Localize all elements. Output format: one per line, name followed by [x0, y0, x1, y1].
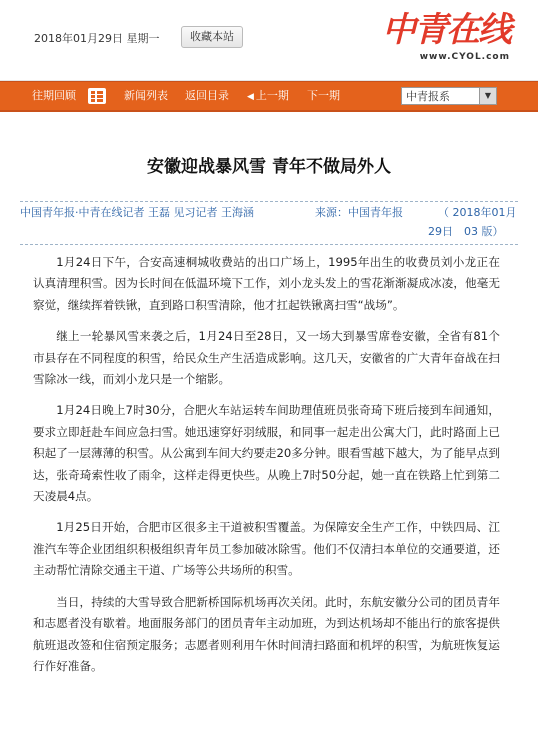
- logo-url: www.CYOL.com: [419, 52, 510, 62]
- logo-text: 中青在线: [382, 10, 510, 50]
- byline-authors: 中国青年报·中青在线记者 王磊 见习记者 王海涵: [20, 206, 254, 219]
- article-body: [33, 252, 500, 687]
- newspaper-select[interactable]: [401, 87, 497, 105]
- site-logo[interactable]: [382, 10, 510, 62]
- byline-date: （ 2018年01月: [438, 206, 517, 219]
- article-title: 安徽迎战暴风雪 青年不做局外人: [147, 157, 391, 177]
- article-byline: [20, 201, 518, 245]
- article-paragraph: 继上一轮暴风雪来袭之后，1月24日至28日，又一场大到暴雪席卷安徽，全省有81个市县存在不同程度的积雪，给民众生产生活造成影响。这几天，安徽省的广大青年奋战在扫雪除冰一线，而刘小龙只是一个缩影。: [33, 329, 500, 387]
- chevron-down-icon[interactable]: ▼: [479, 88, 496, 104]
- nav-previous-issue[interactable]: [247, 82, 289, 110]
- byline-source: 来源：中国青年报: [315, 206, 403, 219]
- nav-news-list[interactable]: 新闻列表: [124, 89, 168, 102]
- nav-next-issue[interactable]: 下一期: [307, 89, 340, 102]
- grid-icon[interactable]: [88, 88, 106, 104]
- weekday-text: 星期一: [126, 32, 160, 45]
- byline-page: 29日 03 版）: [428, 225, 504, 238]
- nav-past-issues[interactable]: 往期回顾: [32, 89, 76, 102]
- article-paragraph: 1月25日开始，合肥市区很多主干道被积雪覆盖。为保障安全生产工作，中铁四局、江淮汽车等企业团组织积极组织青年员工参加破冰除雪。他们不仅清扫本单位的交通要道，还主动帮忙清除交通主干道、广场等公共场所的积雪。: [33, 520, 500, 578]
- article-paragraph: 1月24日晚上7时30分，合肥火车站运转车间助理值班员张奇琦下班后接到车间通知，要求立即赶赴车间应急扫雪。她迅速穿好羽绒服，和同事一起走出公寓大门，此时路面上已积起了一层薄薄的积雪。从公寓到车间大约要走20多分钟。眼看雪越下越大，为了能早点到达，张奇琦索性收了雨伞，这样走得更快些。从晚上7时50分起，她一直在铁路上忙到第二天凌晨4点。: [33, 403, 500, 504]
- add-favorite-button[interactable]: 收藏本站: [181, 26, 243, 48]
- newspaper-select-value: 中青报系: [406, 90, 450, 103]
- date-display: [34, 30, 160, 46]
- nav-previous-label: 上一期: [255, 89, 289, 102]
- top-header: [0, 0, 538, 81]
- article-paragraph: 当日，持续的大雪导致合肥新桥国际机场再次关闭。此时，东航安徽分公司的团员青年和志愿者没有歇着。地面服务部门的团员青年主动加班，为到达机场却不能出行的旅客提供航班退改签和住宿预定服务；志愿者则利用午休时间清扫路面和机坪的积雪，为航班恢复运行作好准备。: [33, 594, 500, 673]
- nav-back-to-index[interactable]: 返回目录: [185, 89, 229, 102]
- nav-bar: [0, 81, 538, 112]
- triangle-left-icon: ◀: [247, 92, 254, 102]
- article-paragraph: 1月24日下午，合安高速桐城收费站的出口广场上，1995年出生的收费员刘小龙正在认真清理积雪。因为长时间在低温环境下工作，刘小龙头发上的雪花渐渐凝成冰凌，他毫无察觉，继续挥着铁锹，直到路口积雪清除，他才扛起铁锹离扫雪“战场”。: [33, 255, 500, 312]
- date-text: 2018年01月29日: [34, 32, 123, 45]
